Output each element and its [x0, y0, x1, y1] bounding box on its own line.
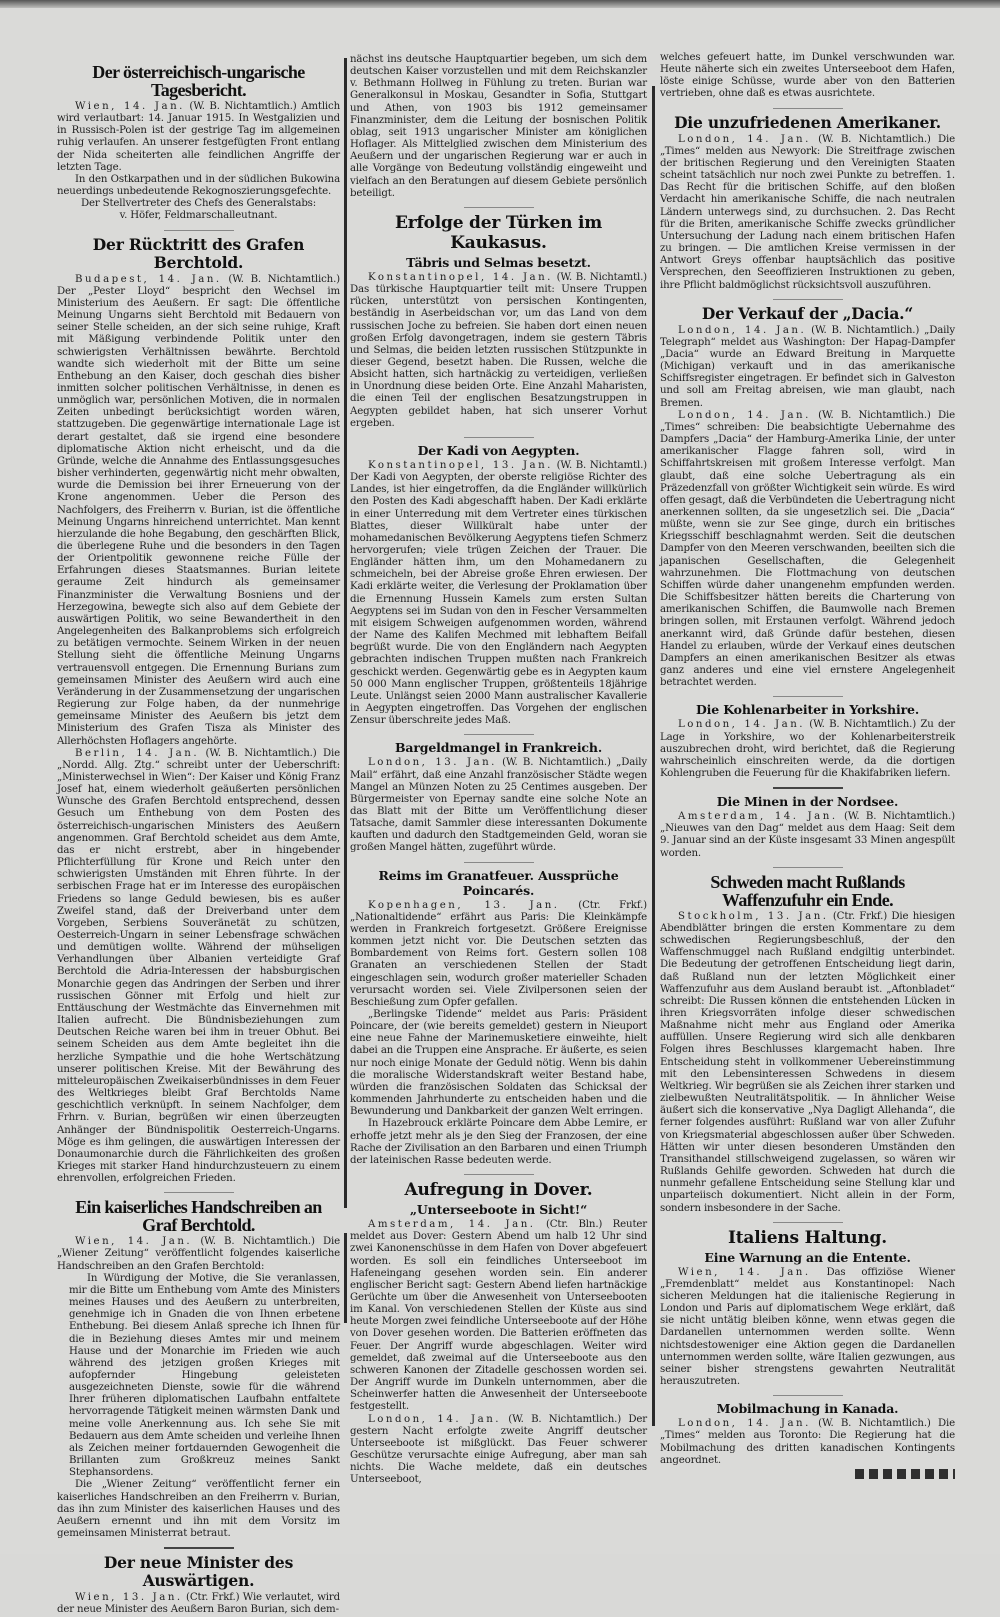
headline: Italiens Haltung.: [728, 1227, 887, 1248]
dateline: London, 14. Jan.: [678, 324, 807, 336]
paragraph: [350, 460, 647, 727]
headline: Ein kaiserliches Handschreiben an Graf Berchtold.: [75, 1197, 322, 1236]
article-tagesbericht: [57, 63, 340, 223]
paragraph: [660, 719, 955, 780]
article-divider: [464, 862, 534, 863]
column-rule: [344, 1233, 347, 1323]
paragraph: [57, 101, 340, 174]
headline: Reims im Granatfeuer. Aussprüche Poincarés.: [378, 867, 619, 898]
body-text: (W. B. Nichtamtlich.) Die „Nordd. Allg. Ztg.“ schreibt unter der Ueberschrift: „Ministerwechsel in Wien“: Der Kaiser und König Franz Josef hat, einem wiederholt geäußerten persönlichen Wunsche des Grafen Berchtold entsprechend, dessen Gesuch um Enthebung von dem Posten des österreichisch-ungarischen Ministers des Aeußern angenommen. Graf Berchtold scheidet aus dem Amte, das er nicht erstrebt, aber in hingebender Pflichterfüllung für Krone und Reich unter den schwierigsten Umständen mit Ehren führte. In der serbischen Frage hat er im Interesse des europäischen Friedens so lange Geduld bewiesen, bis es außer Zweifel stand, daß der Dreiverband unter dem Vorgeben, Serbiens Souveränetät zu schützen, Oesterreich-Ungarn in seiner Lebensfrage schwächen und demütigen wollte. Während der mühseligen Verhandlungen über Albanien verteidigte Graf Berchtold die Adria-Interessen der habsburgischen Monarchie gegen das Andringen der Serben und ihrer russischen Gönner mit Erfolg und hielt zur Enttäuschung der Westmächte das Einvernehmen mit Italien aufrecht. Die Bündnisbeziehungen zum Deutschen Reiche waren bei ihm in treuer Obhut. Bei seinem Scheiden aus dem Amte begleitet ihn die herzliche Sympathie und die hohe Wertschätzung unserer politischen Kreise. Mit der Bewährung des mitteleuropäischen Zweikaiserbündnisses in dem Feuer des Weltkrieges bleibt Graf Berchtolds Name geschichtlich verknüpft. In seinem Nachfolger, dem Frhrn. v. Burian, begrüßen wir einen überzeugten Anhänger der Bündnispolitik Oesterreich-Ungarns. Möge es ihm gelingen, die auswärtigen Interessen der Donaumonarchie durch die Fährlichkeiten des großen Krieges mit starker Hand hindurchzusteuern zu einem ehrenvollen, erfolgreichen Frieden.: [57, 747, 340, 1185]
article-bargeldmangel: [350, 740, 647, 854]
paragraph: [350, 900, 647, 1009]
dateline: London, 14. Jan.: [678, 133, 811, 145]
article-handschreiben: [57, 1198, 340, 1540]
body-text: (W. B. Nichtamtlich.) „Nieuwes van den Dag“ meldet aus dem Haag: Seit dem 9. Januar sind an der Küste insgesamt 33 Minen angespült worden.: [660, 811, 955, 859]
headline: Der Verkauf der „Dacia.“: [701, 303, 914, 323]
headline: Der österreichisch-ungarische Tagesbericht.: [92, 62, 305, 100]
subheadline: „Unterseeboote in Sicht!“: [409, 1202, 588, 1218]
dateline: London, 14. Jan.: [678, 1418, 811, 1430]
continuation-text: welches gefeuert hatte, im Dunkel verschwunden war. Heute näherte sich ein zweites Unterseeboot dem Hafen, löste einige Schüsse, wurde aber von den Batterien vertrieben, ohne daß es etwas ausrichtete.: [660, 52, 955, 100]
paragraph: Die „Wiener Zeitung“ veröffentlicht ferner ein kaiserliches Handschreiben an den Freiherrn v. Burian, das ihn zum Minister des kaiserlichen Hauses und des Aeußern ernennt und ihn mit dem Vorsitz im gemeinsamen Ministerrat betraut.: [57, 1479, 340, 1540]
article-divider: [773, 787, 843, 789]
column-3: [660, 52, 955, 1479]
column-rule: [652, 86, 655, 1426]
paragraph: In den Ostkarpathen und in der südlichen Bukowina neuerdings unbedeutende Rekognoszierungsgefechte.: [57, 173, 340, 198]
headline: Bargeldmangel in Frankreich.: [394, 740, 603, 756]
body-text: (W. B. Nichtamtl.) Der Kadi von Aegypten, der oberste religiöse Richter des Landes, ist hier eingetroffen, da die Engländer willkürlich den Posten des Kadi abgeschafft haben. Der Kadi erklärte in einer Unterredung mit dem Vertreter eines türkischen Blattes, dieser Willküralt habe unter der mohamedanischen Bevölkerung Aegyptens tiefen Schmerz hervorgerufen; viele trügen Zeichen der Trauer. Die Engländer hätten ihm, um den Mohamedanern zu schmeicheln, bei der Abreise große Ehren erwiesen. Der Kadi erklärte weiter, die Verlesung der Proklamation über die Ernennung Hussein Kamels zum ersten Sultan Aegyptens sei im Sudan von den in Fescher Versammelten mit eisigem Schweigen aufgenommen worden, während der Name des Kalifen Mechmed mit lebhaftem Beifall begrüßt wurde. Die von den Engländern nach Aegypten gebrachten indischen Truppen mußten nach Frankreich geschickt werden. Gegenwärtig gebe es in Aegypten kaum 50 000 Mann englischer Truppen, größtenteils 18jährige Leute. Unlängst seien 2000 Mann australischer Kavallerie in Aegypten eingetroffen. Das Vorgehen der englischen Zensur überschreite jedes Maß.: [350, 459, 648, 727]
paragraph: [350, 1414, 647, 1487]
body-text: (W. B. Nichtamtlich.) Die „Wiener Zeitung“ veröffentlicht folgendes kaiserliche Handschreiben an den Grafen Berchtold:: [57, 1236, 341, 1272]
headline: Erfolge der Türken im Kaukasus.: [395, 212, 602, 253]
quoted-letter: In Würdigung der Motive, die Sie veranlassen, mir die Bitte um Enthebung vom Amte des Ministers meines Hauses und des Aeußern zu unterbreiten, genehmige ich in Gnaden die von Ihnen erbetene Enthebung. Bei diesem Anlaß spreche ich Ihnen für die in Beziehung dieses Amtes mir und meinem Hause und der Monarchie im Frieden wie auch während des jetzigen großen Krieges mit aufopfernder Hingebung geleisteten ausgezeichneten Dienste, sowie für die während Ihrer früheren diplomatischen Laufbahn entfaltete hervorragende Tätigkeit meinen wärmsten Dank und meine volle Anerkennung aus. Ich sehe Sie mit Bedauern aus dem Amte scheiden und verleihe Ihnen als Zeichen meiner fortdauernden Gewogenheit die Brillanten zum Großkreuz meines Sankt Stephansordens.: [69, 1272, 340, 1479]
dateline: London, 13. Jan.: [368, 757, 497, 769]
continuation-text: nächst ins deutsche Hauptquartier begeben, um sich dem deutschen Kaiser vorzustellen und mit dem Reichskanzler v. Bethmann Hollweg in Fühlung zu treten. Burian war Generalkonsul in Moskau, Gesandter in Sofia, Stuttgart und Athen, von 1903 bis 1912 gemeinsamer Finanzminister, dem die Leitung der bosnischen Politik oblag, seit 1913 ungarischer Minister am königlichen Hoflager. Als Mittelglied zwischen dem Ministerium des Aeußern und der ungarischen Regierung war er auch in alle Vorgänge von Bedeutung vollständig eingeweiht und vielfach an den Beratungen auf diesem Gebiete persönlich beteiligt.: [350, 54, 647, 199]
headline: Die Kohlenarbeiter in Yorkshire.: [695, 702, 920, 718]
paragraph: „Berlingske Tidende“ meldet aus Paris: Präsident Poincare, der (wie bereits gemeldet) gestern in Nieuport eine neue Fahne der Marinemusketiere einweihte, hielt dabei an die Truppen eine Ansprache. Er äußerte, es seien nur noch einige Monate der Geduld nötig. Wenn bis dahin die moralische Widerstandskraft weiter Bestand habe, würden die französischen Soldaten das Schicksal der kommenden Jahrhunderte zu entscheiden haben und die Bewunderung und Dankbarkeit der ganzen Welt erringen.: [350, 1009, 647, 1118]
article-kanada: [660, 1401, 955, 1467]
body-text: (Ctr. Frkf.) „Nationaltidende“ erfährt aus Paris: Die Kleinkämpfe werden in Frankreich fortgesetzt. Größere Ereignisse kommen jetzt nicht vor. Die Deutschen setzten das Bombardement von Reims fort. Gestern sollen 108 Granaten an verschiedenen Stellen der Stadt eingeschlagen sein, wodurch großer materieller Schaden verursacht worden sei. Viele Zivilpersonen seien der Beschießung zum Opfer gefallen.: [350, 899, 647, 1008]
body-text: (W. B. Nichtamtlich.) Amtlich wird verlautbart: 14. Januar 1915. In Westgalizien und in Russisch-Polen ist der gestrige Tag im allgemeinen ruhig verlaufen. An unserer festgefügten Front entlang der Nida scheiterten alle feindlichen Angriffe der letzten Tage.: [57, 101, 340, 173]
print-register-marks: [855, 1469, 955, 1479]
article-divider: [773, 867, 843, 868]
dateline: Budapest, 14. Jan.: [75, 273, 222, 285]
body-text: (W. B. Nichtamtlich.) „Daily Telegraph“ meldet aus Washington: Der Hapag-Dampfer „Dacia“ wurde an Edward Breitung in Marquette (Michigan) verkauft und in das amerikanische Schiffsregister eingetragen. Er befindet sich in Galveston und soll am Freitag abreisen, wie man glaubt, nach Bremen.: [660, 324, 955, 409]
dateline: Wien, 14. Jan.: [678, 1266, 811, 1278]
article-divider: [164, 230, 234, 231]
headline: Der Kadi von Aegypten.: [417, 442, 580, 458]
dateline: Konstantinopel, 14. Jan.: [368, 271, 553, 283]
headline: Die unzufriedenen Amerikaner.: [674, 112, 941, 132]
body-text: (W. B. Nichtamtlich.) Zu der Lage in Yorkshire, wo der Kohlenarbeiterstreik auszubrechen droht, wird berichtet, daß die Regierung wahrscheinlich einschreiten werde, da die dortigen Kohlengruben die Feuerung für die Khakifabriken liefern.: [660, 719, 955, 779]
article-italien: [660, 1228, 955, 1389]
paragraph: [660, 325, 955, 410]
article-divider: [464, 1174, 534, 1175]
column-2: [350, 54, 647, 1486]
paragraph: [350, 272, 647, 430]
body-text: (W. B. Nichtamtlich.) „Daily Mail“ erfährt, daß eine Anzahl französischer Städte wegen Mangel an Münzen Noten zu 25 Centimes ausgeben. Der Bürgermeister von Epernay sandte eine solche Note an das Blatt mit der Bitte um Veröffentlichung dieser Tatsache, damit Sammler diese interessanten Dokumente kauften und dadurch den Stadtgemeinden Geld, woran sie großen Mangel hätten, zugeführt würde.: [350, 757, 647, 854]
paragraph: [660, 410, 955, 690]
dateline: Konstantinopel, 13. Jan.: [368, 459, 553, 471]
headline: Aufregung in Dover.: [404, 1180, 593, 1201]
body-text: (W. B. Nichtamtl.) Das türkische Hauptquartier teilt mit: Unsere Truppen rücken, unterstützt von persischen Kontingenten, beständig in Aserbeidschan vor, um das Land von dem russischen Joche zu befreien. Sie haben dort einen neuen großen Erfolg davongetragen, indem sie gestern Täbris und Selmas, die beiden letzten russischen Stützpunkte in dieser Gegend, besetzt haben. Die Russen, welche die Absicht hatten, sich hartnäckig zu verteidigen, verließen in Unordnung diese beiden Orte. Eine Anzahl Maharisten, die einen Teil der englischen Besatzungstruppen in Aegypten gebildet haben, hat sich unserer Vorhut ergeben.: [350, 271, 648, 429]
body-text: (Ctr. Frkf.) Die hiesigen Abendblätter bringen die ersten Kommentare zu dem schwedischen Regierungsbeschluß, der den Waffenschmuggel nach Rußland endgiltig unterbindet. Die Bedeutung der getroffenen Entscheidung liegt darin, daß Rußland nun der letzten Möglichkeit einer Waffenzufuhr aus dem Ausland beraubt ist. „Aftonbladet“ schreibt: Die Russen können die entstehenden Lücken in ihren Kriegsvorräten infolge dieser schwedischen Maßnahme nicht mehr aus England oder Amerika auffüllen. Unsere Regierung wird sich alle denkbaren Folgen ihres Beschlusses klargemacht haben. Ihre Entscheidung steht in vollkommener Uebereinstimmung mit den Lebensinteressen Schwedens in diesem Weltkrieg. Wir begrüßen sie als Zeichen ihrer starken und zielbewußten Neutralitätspolitik. — In ähnlicher Weise äußert sich die konservative „Nya Dagligt Allehanda“, die ferner folgendes ausführt: Rußland war von aller Zufuhr von Kriegsmaterial abgeschlossen außer über Schweden. Hätten wir unter diesen besonderen Umständen den Transithandel stillschweigend zugelassen, so wären wir Rußlands Gehilfe geworden. Schweden hat durch die nunmehr gefallene Entscheidung seine Stellung klar und unparteiisch dokumentiert. Nicht allein in der Form, sondern insbesondere in der Sache.: [660, 910, 955, 1214]
article-reims: [350, 868, 647, 1167]
signature-line: Der Stellvertreter des Chefs des Generalstabs:: [80, 198, 317, 210]
article-tuerken-kaukasus: [350, 213, 647, 430]
dateline: Wien, 14. Jan.: [75, 1236, 193, 1248]
paragraph: [660, 134, 955, 292]
headline: Mobilmachung in Kanada.: [716, 1401, 899, 1417]
headline: Der neue Minister des Auswärtigen.: [103, 1553, 294, 1591]
dateline: Berlin, 14. Jan.: [75, 747, 200, 759]
dateline: Wien, 14. Jan.: [75, 101, 185, 112]
paragraph: [660, 811, 955, 860]
article-minen-nordsee: [660, 794, 955, 860]
body-text: (W. B. Nichtamtlich.) Der „Pester Lloyd“ bespricht den Wechsel im Ministerium des Aeußern. Er sagt: Die öffentliche Meinung Ungarns sieht Berchtold mit Bedauern von seiner Stelle scheiden, an der sich seine ruhige, Kraft mit Mäßigung verbindende Politik unter den schwierigsten Verhältnissen bewährte. Berchtold wandte sich wiederholt mit der Bitte um seine Enthebung an den Kaiser, doch geschah dies bisher inmitten solcher politischen Verhältnisse, in denen es unmöglich war, persönlichen Motiven, die in normalen Zeiten unbedingt berücksichtigt worden wären, stattzugeben. Die gegenwärtige internationale Lage ist derart gestaltet, daß sie irgend eine besondere diplomatische Aktion nicht erheischt, und da die Gründe, welche die Annahme des Entlassungsgesuches bisher verhinderten, gegenwärtig nicht mehr obwalten, wurde die Demission bei ihrer Erneuerung von der Krone angenommen. Ueber die Person des Nachfolgers, des Freiherrn v. Burian, ist die öffentliche Meinung Ungarns hinreichend unterrichtet. Man kennt hierzulande die hohe Begabung, den geschärften Blick, die überlegene Ruhe und die besonders in den Tagen der Orientpolitik gewonnene reiche Fülle der Erfahrungen dieses Staatsmannes. Burian leitete geraume Zeit hindurch als gemeinsamer Finanzminister die Verwaltung Bosniens und der Herzegowina, bewegte sich also auf dem Gebiete der auswärtigen Politik, wo seine Bewandertheit in den Angelegenheiten des Balkanproblems sich erfolgreich zu betätigen vermochte. Seinem Wirken in der neuen Stellung sieht die öffentliche Meinung Ungarns vertrauensvoll entgegen. Die Ernennung Burians zum gemeinsamen Minister des Aeußern wird auch eine Veränderung in der Zusammensetzung der ungarischen Regierung zur Folge haben, da der nunmehrige gemeinsame Minister des Aeußern bis jetzt dem Ministerium des Grafen Tisza als Minister des Allerhöchsten Hoflagers angehörte.: [57, 273, 340, 747]
dateline: Kopenhagen, 13. Jan.: [368, 899, 560, 911]
body-text: (W. B. Nichtamtlich.) Die „Times“ melden aus Toronto: Die Regierung hat die Mobilmachung des dritten kanadischen Kontingents angeordnet.: [660, 1418, 955, 1466]
headline: Die Minen in der Nordsee.: [716, 794, 899, 810]
dateline: Amsterdam, 14. Jan.: [368, 1219, 536, 1231]
paragraph: [57, 274, 340, 748]
article-divider: [164, 1192, 234, 1193]
paragraph: [57, 748, 340, 1186]
headline: Der Rücktritt des Grafen Berchtold.: [92, 234, 305, 272]
article-dover: [350, 1180, 647, 1486]
newspaper-page: [0, 8, 1000, 1616]
article-divider: [773, 696, 843, 697]
body-text: Das offiziöse Wiener „Fremdenblatt“ meldet aus Konstantinopel: Nach sicheren Meldungen hat die italienische Regierung in London und Paris auf diplomatischem Wege erklärt, daß sie nicht untätig bleiben könne, wenn etwas gegen die Dardanellen unternommen werden sollte. Wenn nichtsdestoweniger eine Aktion gegen die Dardanellen unternommen werden sollte, wäre Italien gezwungen, aus seiner bisher strengstens gewahrten Neutralität herauszutreten.: [660, 1266, 956, 1388]
article-divider: [773, 299, 843, 300]
paragraph: [660, 1267, 955, 1389]
article-divider: [164, 1547, 234, 1549]
dateline: Stockholm, 13. Jan.: [678, 910, 829, 922]
article-amerikaner: [660, 114, 955, 292]
subheadline: Eine Warnung an die Entente.: [704, 1249, 911, 1265]
article-ruecktritt-berchtold: [57, 236, 340, 1186]
body-text: (W. B. Nichtamtlich.) Die „Times“ schreiben: Die beabsichtigte Uebernahme des Dampfers „Dacia“ der Hamburg-Amerika Linie, der unter amerikanischer Flagge fahren soll, wird in Schiffahrtskreisen mit großem Interesse verfolgt. Man glaubt, daß eine solche Uebertragung als ein Präzedenzfall von größter Wichtigkeit sein würde. Es wird offen gesagt, daß die Verbündeten die Uebertragung nicht anerkennen sollten, da sie ungesetzlich sei. Die „Dacia“ müßte, wenn sie zur See ginge, durch ein britisches Kriegsschiff beschlagnahmt werden. Seit die deutschen Dampfer von den Meeren verschwanden, beeilten sich die japanischen Gesellschaften, die Gelegenheit wahrzunehmen. Die Flottmachung von deutschen Schiffen würde daher unangenehm empfunden werden. Die Schiffsbesitzer hätten bereits die Charterung von amerikanischen Schiffen, die Baumwolle nach Bremen bringen sollen, mit Erstaunen verfolgt. Während jedoch anerkannt wird, daß Gründe dafür bestehen, diesen Handel zu erlauben, würde der Verkauf eines deutschen Dampfers an einen amerikanischen Besitzer als etwas ganz anderes und eine viel ernstere Angelegenheit betrachtet werden.: [660, 409, 955, 689]
paragraph: In Hazebrouck erklärte Poincare dem Abbe Lemire, er erhoffe jetzt mehr als je den Sieg der Franzosen, der eine Rache der Zivilisation an den Barbaren und einen Triumph der lateinischen Rasse bedeuten werde.: [350, 1118, 647, 1166]
paragraph: [660, 911, 955, 1215]
signature-name: v. Höfer, Feldmarschalleutnant.: [119, 210, 278, 222]
article-divider: [464, 437, 534, 438]
dateline: London, 14. Jan.: [678, 719, 805, 731]
page-top-edge: [0, 0, 1000, 8]
body-text: (Ctr. Bln.) Reuter meldet aus Dover: Gestern Abend um halb 12 Uhr sind zwei Kanonenschüsse in dem Hafen von Dover abgefeuert worden. Es soll ein feindliches Unterseeboot im Hafeneingang gesehen worden sein. Ein anderer englischer Bericht sagt: Gestern Abend liefen hartnäckige Gerüchte um über die Anwesenheit von Unterseebooten im Kanal. Von verschiedenen Stellen der Küste aus sind heute Morgen zwei feindliche Unterseeboote auf der Höhe von Dover gesehen worden. Die Batterien eröffneten das Feuer. Der Angriff wurde abgeschlagen. Weiter wird gemeldet, daß zweimal auf die Unterseeboote aus den schweren Kanonen der Zitadelle geschossen worden sei. Der Angriff wurde im Dunkeln unternommen, aber die Scheinwerfer hatten die Anwesenheit der Unterseeboote festgestellt.: [350, 1219, 647, 1413]
paragraph: [57, 1236, 340, 1272]
body-text: (W. B. Nichtamtlich.) Der gestern Nacht erfolgte zweite Angriff deutscher Unterseeboote ist mißglückt. Das Feuer schwerer Geschütze verursachte einige Aufregung, aber man sah nichts. Die Wache meldete, daß ein deutsches Unterseeboot,: [350, 1413, 647, 1486]
column-1: [57, 60, 340, 1617]
article-kohlenarbeiter: [660, 702, 955, 780]
article-divider: [464, 734, 534, 735]
column-rule: [344, 58, 347, 1208]
article-divider: [773, 108, 843, 109]
dateline: London, 14. Jan.: [368, 1413, 501, 1425]
article-dacia: [660, 305, 955, 690]
subheadline: Täbris und Selmas besetzt.: [406, 254, 591, 270]
paragraph: [660, 1418, 955, 1467]
article-schweden: [660, 873, 955, 1215]
paragraph: [350, 1219, 647, 1414]
body-text: (Ctr. Frkf.) Wie verlautet, wird der neue Minister des Aeußern Baron Burian, sich dem-: [57, 1592, 341, 1616]
article-divider: [773, 1222, 843, 1223]
body-text: (W. B. Nichtamtlich.) Die „Times“ melden aus Newyork: Die Streitfrage zwischen der britischen Regierung und den Vereinigten Staaten scheint tatsächlich nur noch zwei Punkte zu betreffen. 1. Das Recht für die britischen Schiffe, auf den bloßen Verdacht hin amerikanische Schiffe, die nach neutralen Ländern unterwegs sind, zu durchsuchen. 2. Das Recht für die Briten, amerikanische Schiffe zwecks gründlicher Untersuchung der Ladung nach einem britischen Hafen zu bringen. — Die amtlichen Kreise vermissen in der Antwort Greys offenbar hauptsächlich das positive Versprechen, den Seeoffizieren Instruktionen zu geben, ihre Pflicht baldmöglichst rücksichtsvoll auszuführen.: [660, 133, 955, 291]
paragraph: [350, 757, 647, 854]
article-divider: [773, 1395, 843, 1396]
dateline: Amsterdam, 14. Jan.: [678, 811, 838, 823]
dateline: London, 14. Jan.: [678, 409, 811, 421]
dateline: Wien, 13. Jan.: [75, 1592, 183, 1604]
article-divider: [464, 207, 534, 208]
paragraph: [57, 1592, 340, 1616]
article-kadi-aegypten: [350, 443, 647, 727]
headline: Schweden macht Rußlands Waffenzufuhr ein Ende.: [710, 871, 905, 910]
article-neue-minister: [57, 1554, 340, 1616]
